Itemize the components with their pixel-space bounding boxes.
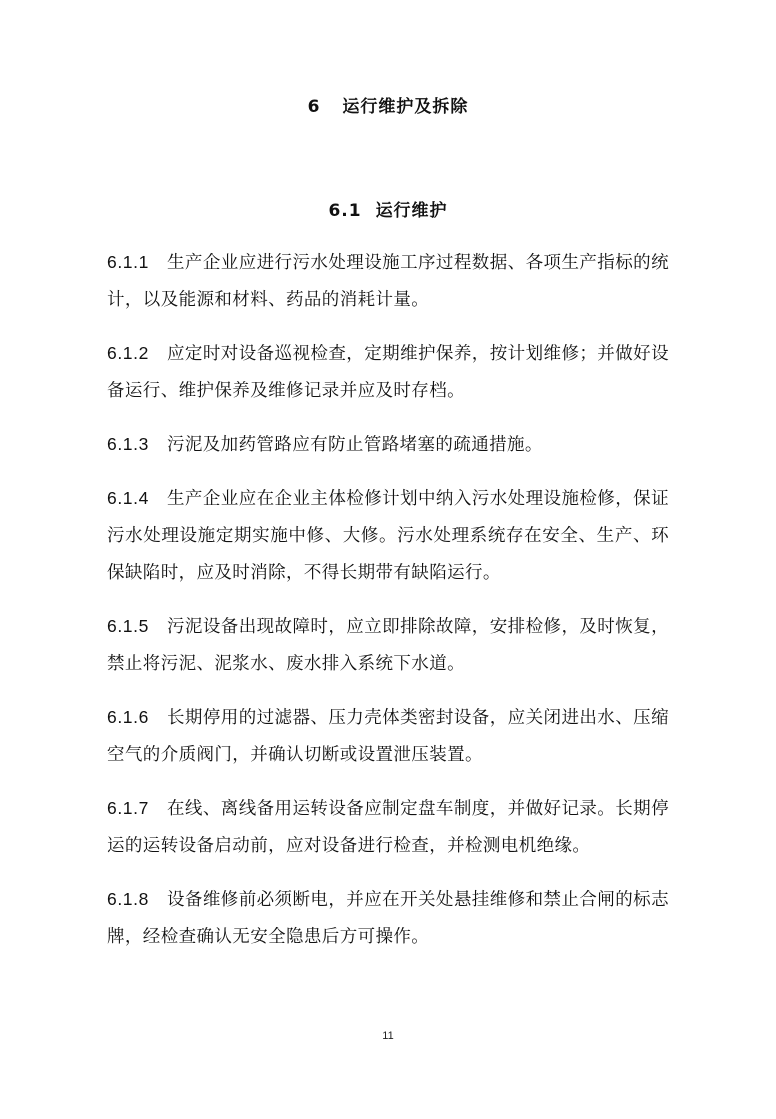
page-number: 11 [382, 1030, 394, 1042]
clause-6-1-8 [107, 881, 669, 956]
clause-number: 6.1.6 [107, 707, 149, 727]
clause-text: 长期停用的过滤器、压力壳体类密封设备，应关闭进出水、压缩空气的介质阀门，并确认切断或设置泄压装置。 [107, 708, 669, 765]
section-title: 运行维护 [375, 201, 448, 221]
clause-number: 6.1.2 [107, 343, 149, 363]
clause-number: 6.1.5 [107, 616, 149, 636]
clause-text: 设备维修前必须断电，并应在开关处悬挂维修和禁止合闸的标志牌，经检查确认无安全隐患后方可操作。 [107, 890, 669, 947]
clause-6-1-5 [107, 608, 669, 683]
clause-6-1-3 [107, 426, 669, 464]
clause-text: 生产企业应在企业主体检修计划中纳入污水处理设施检修，保证污水处理设施定期实施中修、大修。污水处理系统存在安全、生产、环保缺陷时，应及时消除，不得长期带有缺陷运行。 [107, 489, 669, 583]
section-number: 6.1 [328, 201, 362, 221]
clause-6-1-7 [107, 790, 669, 865]
clause-6-1-4 [107, 480, 669, 592]
clause-6-1-1 [107, 244, 669, 319]
clause-number: 6.1.8 [107, 889, 149, 909]
clause-text: 污泥及加药管路应有防止管路堵塞的疏通措施。 [166, 435, 543, 455]
clause-text: 生产企业应进行污水处理设施工序过程数据、各项生产指标的统计，以及能源和材料、药品的消耗计量。 [107, 253, 669, 310]
clause-number: 6.1.7 [107, 798, 149, 818]
chapter-heading [0, 92, 776, 117]
section-heading [0, 196, 776, 221]
clause-number: 6.1.3 [107, 434, 149, 454]
clause-text: 在线、离线备用运转设备应制定盘车制度，并做好记录。长期停运的运转设备启动前，应对设备进行检查，并检测电机绝缘。 [107, 799, 669, 856]
clause-number: 6.1.4 [107, 488, 149, 508]
chapter-title: 运行维护及拆除 [342, 97, 469, 117]
clause-text: 污泥设备出现故障时，应立即排除故障，安排检修，及时恢复，禁止将污泥、泥浆水、废水排入系统下水道。 [107, 617, 669, 674]
chapter-number: 6 [307, 97, 321, 117]
clause-6-1-6 [107, 699, 669, 774]
clause-6-1-2 [107, 335, 669, 410]
clause-text: 应定时对设备巡视检查，定期维护保养，按计划维修；并做好设备运行、维护保养及维修记录并应及时存档。 [107, 344, 669, 401]
clause-number: 6.1.1 [107, 252, 149, 272]
clause-list [107, 244, 669, 972]
